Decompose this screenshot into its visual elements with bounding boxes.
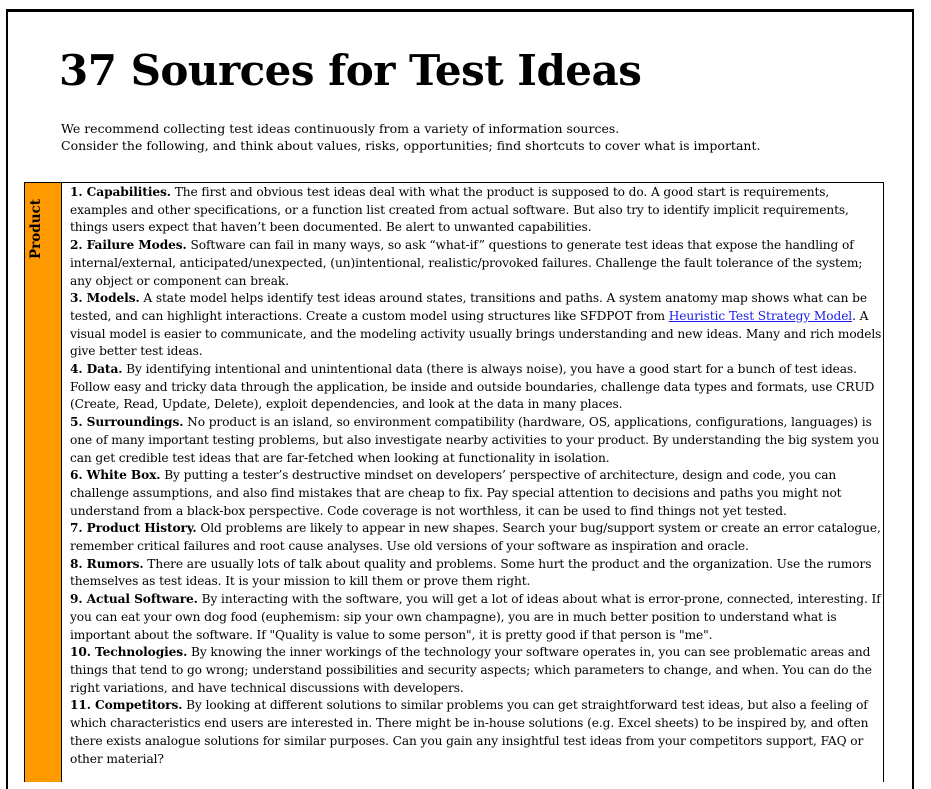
- item-heading: 9. Actual Software.: [70, 592, 198, 607]
- list-item: [70, 591, 882, 644]
- list-item: [70, 290, 882, 361]
- list-item: [70, 237, 882, 290]
- product-section: [24, 182, 884, 782]
- item-text: By knowing the inner workings of the technology your software operates in, you can see problematic areas and things that tend to go wrong; understand possibilities and security aspects; which parameters to change, and when. You can do the right variations, and have technical discussions with developers.: [70, 645, 872, 695]
- section-sidebar: [25, 183, 62, 782]
- list-item: [70, 520, 882, 555]
- heuristic-test-strategy-link[interactable]: Heuristic Test Strategy Model: [668, 308, 853, 323]
- list-item: [70, 644, 882, 697]
- list-item: [70, 467, 882, 520]
- item-text: Old problems are likely to appear in new shapes. Search your bug/support system or create an error catalogue, remember critical failures and root cause analyses. Use old versions of your software as inspiration and oracle.: [70, 521, 881, 554]
- document-page: [6, 9, 914, 789]
- item-heading: 5. Surroundings.: [70, 415, 184, 430]
- item-heading: 4. Data.: [70, 362, 123, 377]
- item-heading: 6. White Box.: [70, 468, 161, 483]
- section-content: [70, 184, 882, 768]
- item-text: By identifying intentional and unintentional data (there is always noise), you have a good start for a bunch of test ideas. Follow easy and tricky data through the application, be inside and outside boundaries, challenge data types and formats, use CRUD (Create, Read, Update, Delete), exploit dependencies, and look at the data in many places.: [70, 362, 875, 412]
- item-heading: 1. Capabilities.: [70, 185, 171, 199]
- item-heading: 11. Competitors.: [70, 698, 183, 713]
- item-text: By looking at different solutions to similar problems you can get straightforward test ideas, but also a feeling of which characteristics end users are interested in. There might be in-house solutions (e.g. Excel sheets) to be inspired by, and often there exists analogue solutions for similar purposes. Can you gain any insightful test ideas from your competitors support, FAQ or other material?: [70, 698, 869, 766]
- item-text: . A visual model is easier to communicate, and the modeling activity usually brings understanding and new ideas. Many and rich models give better test ideas.: [70, 308, 882, 359]
- item-heading: 2. Failure Modes.: [70, 238, 187, 253]
- intro-line: We recommend collecting test ideas continuously from a variety of information sources.: [61, 121, 620, 136]
- item-heading: 3. Models.: [70, 291, 140, 306]
- item-text: There are usually lots of talk about quality and problems. Some hurt the product and the organization. Use the rumors themselves as test ideas. It is your mission to kill them or prove them right.: [70, 556, 872, 589]
- item-text: By putting a tester’s destructive mindset on developers’ perspective of architecture, design and code, you can challenge assumptions, and also find mistakes that are cheap to fix. Pay special attention to decisions and paths you might not understand from a black-box perspective. Code coverage is not worthless, it can be used to find things not yet tested.: [70, 468, 842, 518]
- list-item: [70, 556, 882, 591]
- list-item: [70, 361, 882, 414]
- section-label: Product: [28, 199, 44, 259]
- item-heading: 8. Rumors.: [70, 556, 144, 571]
- item-heading: 7. Product History.: [70, 521, 197, 536]
- item-text: By interacting with the software, you will get a lot of ideas about what is error-prone, connected, interesting. If you can eat your own dog food (euphemism: sip your own champagne), you are in much better position to understand what is important about the software. If "Quality is value to some person", it is pretty good if that person is "me".: [70, 592, 881, 642]
- intro-paragraph: [61, 120, 760, 154]
- item-text: The first and obvious test ideas deal with what the product is supposed to do. A good start is requirements, examples and other specifications, or a function list created from actual software. But also try to identify implicit requirements, things users expect that haven’t been documented. Be alert to unwanted capabilities.: [70, 185, 849, 235]
- list-item: [70, 184, 882, 237]
- item-heading: 10. Technologies.: [70, 645, 188, 660]
- page-title: 37 Sources for Test Ideas: [59, 46, 642, 95]
- item-text: A state model helps identify test ideas around states, transitions and paths. A system anatomy map shows what can be tested, and can highlight interactions. Create a custom model using structures like SFDPOT from: [70, 291, 867, 323]
- item-text: No product is an island, so environment compatibility (hardware, OS, applications, configurations, languages) is one of many important testing problems, but also investigate nearby activities to your product. By understanding the big system you can get credible test ideas that are far-fetched when looking at functionality in isolation.: [70, 415, 880, 465]
- list-item: [70, 697, 882, 768]
- intro-line: Consider the following, and think about values, risks, opportunities; find shortcuts to cover what is important.: [61, 138, 761, 153]
- list-item: [70, 414, 882, 467]
- item-text: Software can fail in many ways, so ask “what-if” questions to generate test ideas that expose the handling of internal/external, anticipated/unexpected, (un)intentional, realistic/provoked failures. Challenge the fault tolerance of the system; any object or component can break.: [70, 238, 863, 288]
